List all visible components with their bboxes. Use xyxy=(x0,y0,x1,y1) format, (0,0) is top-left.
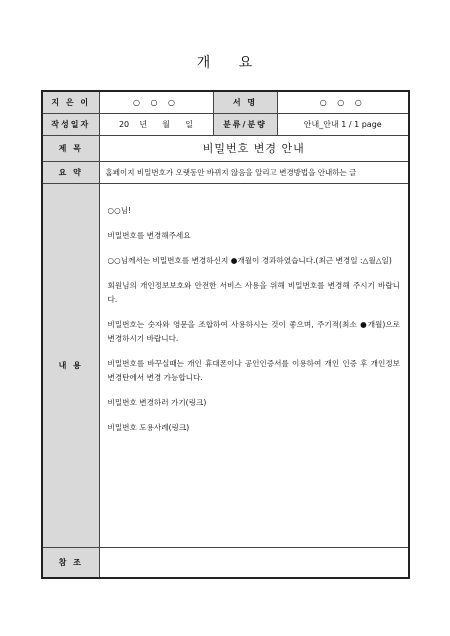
author-label: 지 은 이 xyxy=(42,91,99,113)
subject-label: 제 목 xyxy=(42,135,99,161)
content-row xyxy=(42,183,409,547)
change-password-link[interactable]: 비밀번호 변경하러 가기(링크) xyxy=(107,397,207,407)
signature-value: ○ ○ ○ xyxy=(277,91,409,113)
content-paragraph-3: 회원님의 개인정보보호와 안전한 서비스 사용을 위해 비밀번호를 변경해 주시기 바랍니다. xyxy=(107,280,400,304)
subject-value: 비밀번호 변경 안내 xyxy=(99,135,409,161)
summary-row xyxy=(42,161,409,183)
reference-value xyxy=(99,547,409,578)
category-label: 분류/분량 xyxy=(213,113,277,135)
content-paragraph-5: 비밀번호를 바꾸실때는 개인 휴대폰이나 공인인증서를 이용하여 개인 인증 후 개인정보 변경탄에서 변경 가능합니다. xyxy=(107,358,400,382)
author-row xyxy=(42,91,409,113)
password-theft-cases-link[interactable]: 비밀번호 도용사례(링크) xyxy=(107,422,190,432)
date-row xyxy=(42,113,409,135)
content-paragraph-1: 비밀번호를 변경해주세요 xyxy=(107,230,191,240)
content-paragraph-2: ○○님께서는 비밀번호를 변경하신지 ●개월이 경과하였습니다.(최근 변경일 :△월△일) xyxy=(107,255,392,265)
content-paragraph-4: 비밀번호는 숫자와 영문을 조합하여 사용하시는 것이 좋으며, 주기적(최소 ●개월)으로 변경하시기 바랍니다. xyxy=(107,319,400,343)
author-value: ○ ○ ○ xyxy=(99,91,213,113)
signature-label: 서 명 xyxy=(213,91,277,113)
subject-row xyxy=(42,135,409,161)
category-value: 안내_안내 1 / 1 page xyxy=(277,113,409,135)
content-greeting: ○○님! xyxy=(107,205,132,215)
content-label: 내 용 xyxy=(42,183,99,547)
date-value: 20 년 월 일 xyxy=(99,113,213,135)
content-body xyxy=(99,183,409,547)
document-form-table xyxy=(41,90,410,579)
reference-row xyxy=(42,547,409,578)
document-title: 개 요 xyxy=(196,55,254,71)
reference-label: 참 조 xyxy=(42,547,99,578)
summary-value: 홈페이지 비밀번호가 오랫동안 바뀌지 않음을 알리고 변경방법을 안내하는 글 xyxy=(99,161,409,183)
summary-label: 요 약 xyxy=(42,161,99,183)
date-label: 작성일자 xyxy=(42,113,99,135)
